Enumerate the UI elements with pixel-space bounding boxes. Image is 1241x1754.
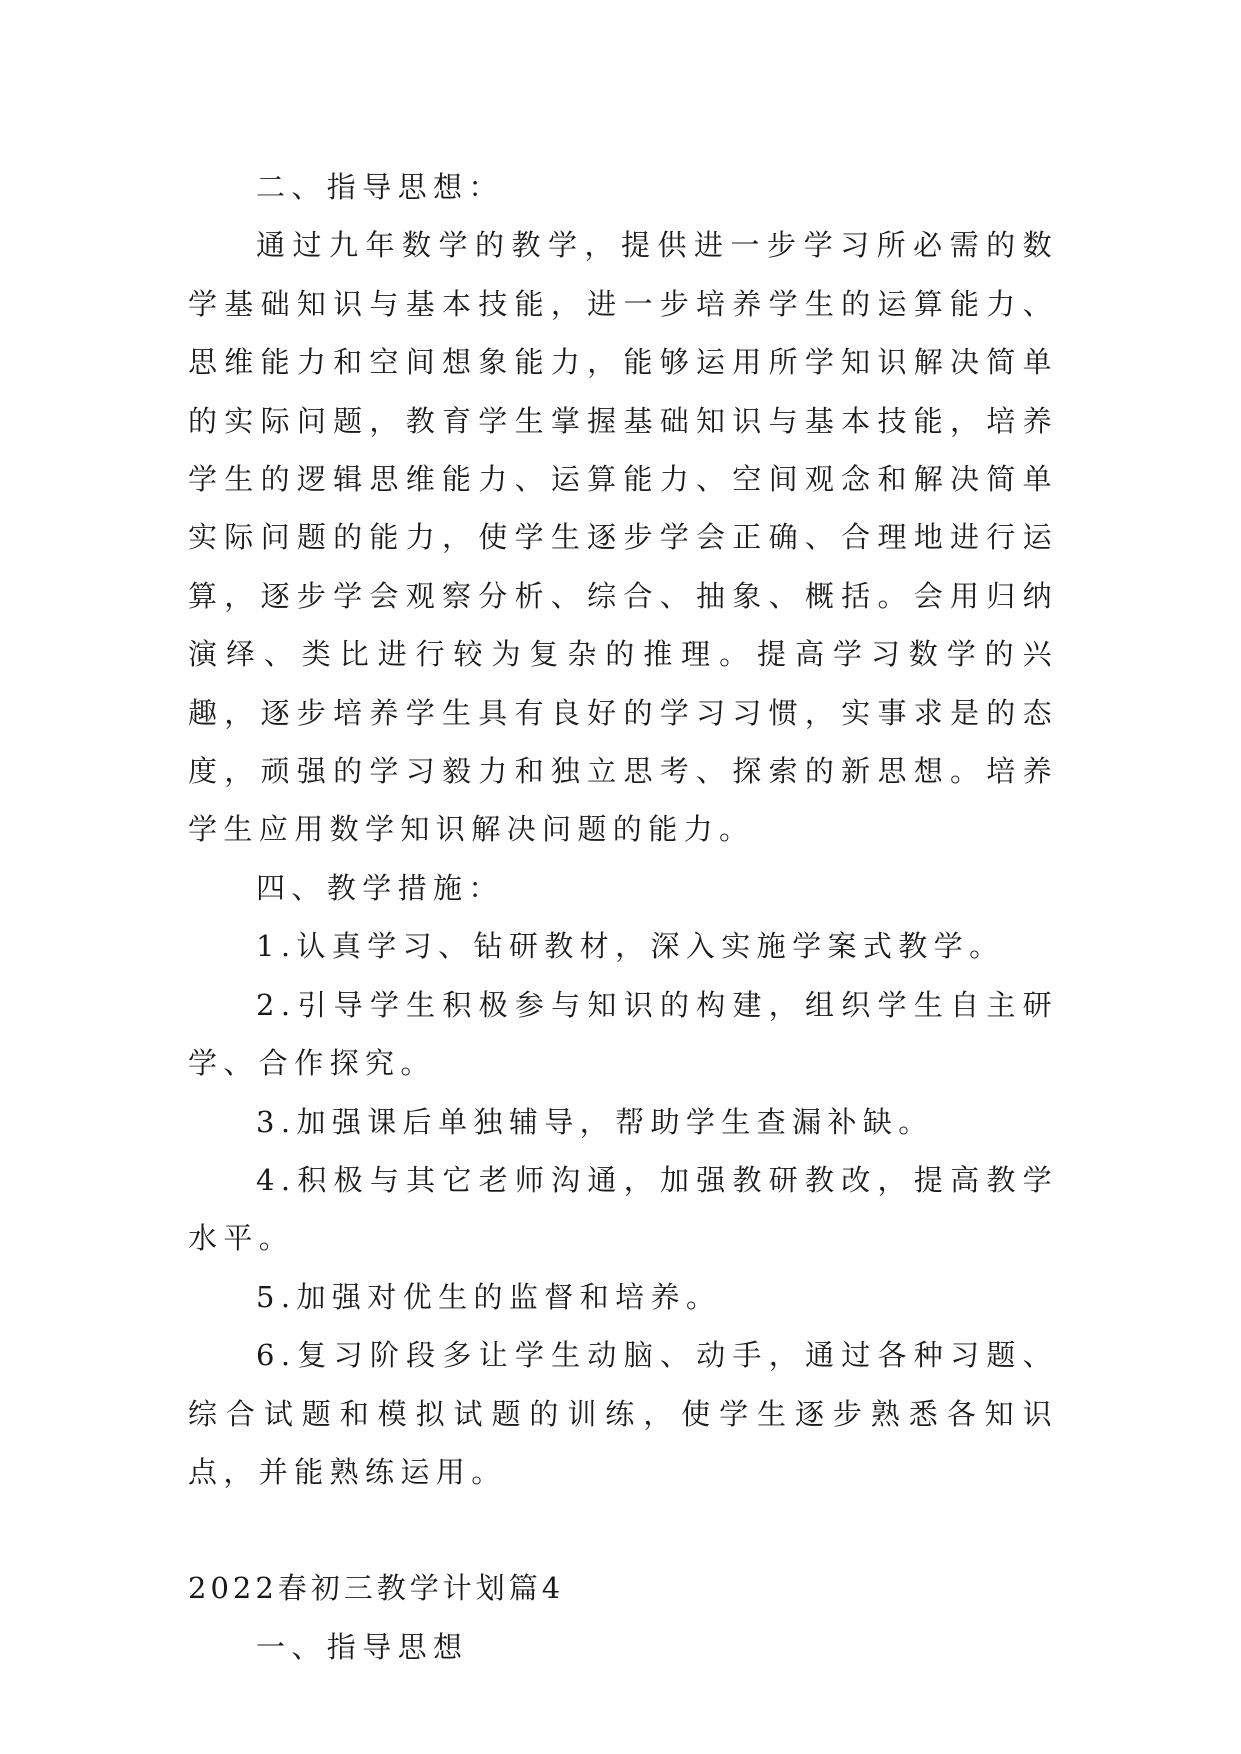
document-page (188, 158, 1058, 1676)
teaching-measure-item: 1.认真学习、钻研教材，深入实施学案式教学。 (256, 929, 1005, 964)
plan-section-title: 2022春初三教学计划篇4 (188, 1571, 565, 1606)
section-heading-guiding-thought-2: 一、指导思想 (256, 1629, 469, 1664)
section-heading-guiding-thought: 二、指导思想： (256, 170, 504, 204)
section-heading-teaching-measures: 四、教学措施： (256, 870, 504, 905)
guiding-thought-paragraph: 通过九年数学的教学，提供进一步学习所必需的数学基础知识与基本技能，进一步培养学生的运算能力、思维能力和空间想象能力，能够运用所学知识解决简单的实际问题，教育学生掌握基础知识与基本技能，培养学生的逻辑思维能力、运算能力、空间观念和解决简单实际问题的能力，使学生逐步学会正确、合理地进行运算，逐步学会观察分析、综合、抽象、概括。会用归纳演绎、类比进行较为复杂的推理。提高学习数学的兴趣，逐步培养学生具有良好的学习习惯，实事求是的态度，顽强的学习毅力和独立思考、探索的新思想。培养学生应用数学知识解决问题的能力。 (188, 228, 1058, 847)
section-spacer (188, 1501, 1058, 1559)
teaching-measure-item: 3.加强课后单独辅导，帮助学生查漏补缺。 (256, 1104, 934, 1139)
teaching-measure-item: 5.加强对优生的监督和培养。 (256, 1279, 722, 1314)
teaching-measure-item: 4.积极与其它老师沟通，加强教研教改，提高教学水平。 (188, 1162, 1058, 1256)
teaching-measure-item: 2.引导学生积极参与知识的构建，组织学生自主研学、合作探究。 (188, 987, 1058, 1081)
teaching-measure-item: 6.复习阶段多让学生动脑、动手，通过各种习题、综合试题和模拟试题的训练，使学生逐步熟悉各知识点，并能熟练运用。 (188, 1338, 1058, 1489)
